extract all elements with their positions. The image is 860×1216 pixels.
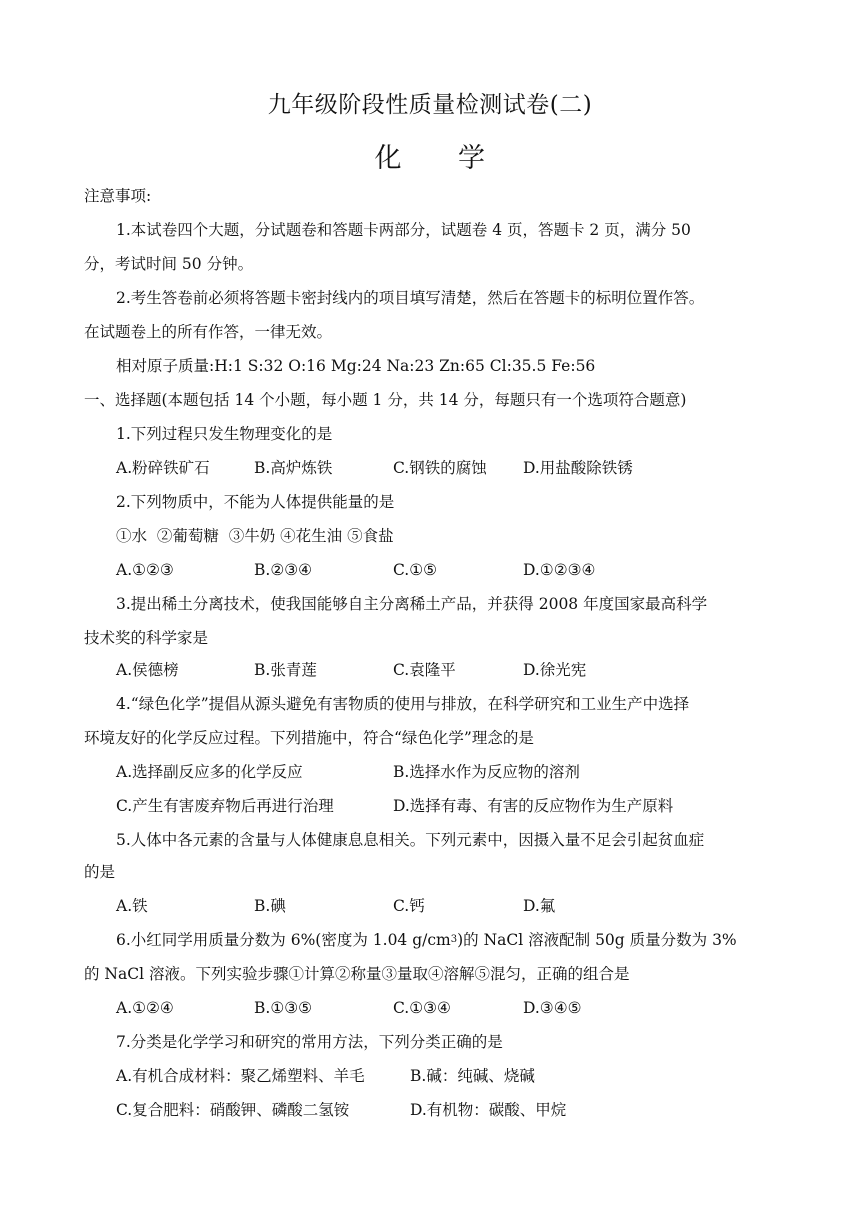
- option-a: A.侯德榜: [116, 661, 179, 679]
- question-6-stem-part-2: )的 NaCl 溶液配制 50g 质量分数为 3%: [457, 931, 737, 949]
- question-7-stem: 7.分类是化学学习和研究的常用方法，下列分类正确的是: [116, 1033, 503, 1051]
- option-d: D.用盐酸除铁锈: [523, 459, 633, 477]
- subject-char-2: 学: [458, 143, 486, 174]
- question-6-stem-line-1: [116, 930, 816, 950]
- option-d: D.徐光宪: [523, 661, 587, 679]
- atomic-mass-line: 相对原子质量:H:1 S:32 O:16 Mg:24 Na:23 Zn:65 Cl:35.5 Fe:56: [116, 357, 596, 375]
- option-c: C.①③④: [393, 999, 451, 1017]
- option-b: B.张青莲: [254, 661, 317, 679]
- subject-char-1: 化: [374, 143, 402, 174]
- question-4-stem-line-2: 环境友好的化学反应过程。下列措施中，符合“绿色化学”理念的是: [84, 729, 534, 747]
- subject-title: [0, 136, 860, 175]
- option-c: C.复合肥料：硝酸钾、磷酸二氢铵: [116, 1101, 350, 1119]
- notice-heading: 注意事项:: [84, 187, 152, 205]
- option-a: A.①②④: [116, 999, 174, 1017]
- option-c: C.①⑤: [393, 561, 438, 579]
- option-c: C.钢铁的腐蚀: [393, 459, 487, 477]
- option-a: A.有机合成材料：聚乙烯塑料、羊毛: [116, 1067, 365, 1085]
- option-d: D.氟: [523, 897, 556, 915]
- question-5-stem-line-2: 的是: [84, 863, 116, 881]
- option-a: A.铁: [116, 897, 148, 915]
- option-c: C.产生有害废弃物后再进行治理: [116, 797, 334, 815]
- question-6-stem-line-2: 的 NaCl 溶液。下列实验步骤①计算②称量③量取④溶解⑤混匀，正确的组合是: [84, 965, 630, 983]
- section-1-heading: 一、选择题(本题包括 14 个小题，每小题 1 分，共 14 分，每题只有一个选项符合题意): [84, 391, 687, 409]
- option-d: D.③④⑤: [523, 999, 582, 1017]
- superscript-3: 3: [450, 934, 458, 945]
- option-c: C.钙: [393, 897, 425, 915]
- question-3-stem-line-1: 3.提出稀土分离技术，使我国能够自主分离稀土产品，并获得 2008 年度国家最高科学: [116, 595, 708, 613]
- question-3-stem-line-2: 技术奖的科学家是: [84, 629, 209, 647]
- option-b: B.碘: [254, 897, 286, 915]
- notice-item-2-line-1: 2.考生答卷前必须将答题卡密封线内的项目填写清楚，然后在答题卡的标明位置作答。: [116, 289, 705, 307]
- notice-item-2-line-2: 在试题卷上的所有作答，一律无效。: [84, 323, 333, 341]
- option-b: B.高炉炼铁: [254, 459, 333, 477]
- option-a: A.①②③: [116, 561, 174, 579]
- option-d: D.有机物：碳酸、甲烷: [410, 1101, 567, 1119]
- option-a: A.粉碎铁矿石: [116, 459, 210, 477]
- question-4-stem-line-1: 4.“绿色化学”提倡从源头避免有害物质的使用与排放，在科学研究和工业生产中选择: [116, 695, 690, 713]
- option-b: B.碱：纯碱、烧碱: [410, 1067, 535, 1085]
- option-d: D.①②③④: [523, 561, 596, 579]
- question-2-stem: 2.下列物质中，不能为人体提供能量的是: [116, 493, 395, 511]
- question-2-items: ①水 ②葡萄糖 ③牛奶 ④花生油 ⑤食盐: [116, 527, 394, 545]
- option-b: B.②③④: [254, 561, 313, 579]
- notice-item-1-line-2: 分，考试时间 50 分钟。: [84, 255, 254, 273]
- question-1-stem: 1.下列过程只发生物理变化的是: [116, 425, 333, 443]
- notice-item-1-line-1: 1.本试卷四个大题，分试题卷和答题卡两部分，试题卷 4 页，答题卡 2 页，满分 50: [116, 221, 691, 239]
- option-d: D.选择有毒、有害的反应物作为生产原料: [393, 797, 674, 815]
- option-a: A.选择副反应多的化学反应: [116, 763, 303, 781]
- option-b: B.①③⑤: [254, 999, 313, 1017]
- option-b: B.选择水作为反应物的溶剂: [393, 763, 580, 781]
- question-6-stem-part-1: 6.小红同学用质量分数为 6%(密度为 1.04 g/cm: [116, 931, 451, 949]
- question-5-stem-line-1: 5.人体中各元素的含量与人体健康息息相关。下列元素中，因摄入量不足会引起贫血症: [116, 831, 705, 849]
- exam-title: 九年级阶段性质量检测试卷(二): [267, 92, 593, 118]
- option-c: C.袁隆平: [393, 661, 456, 679]
